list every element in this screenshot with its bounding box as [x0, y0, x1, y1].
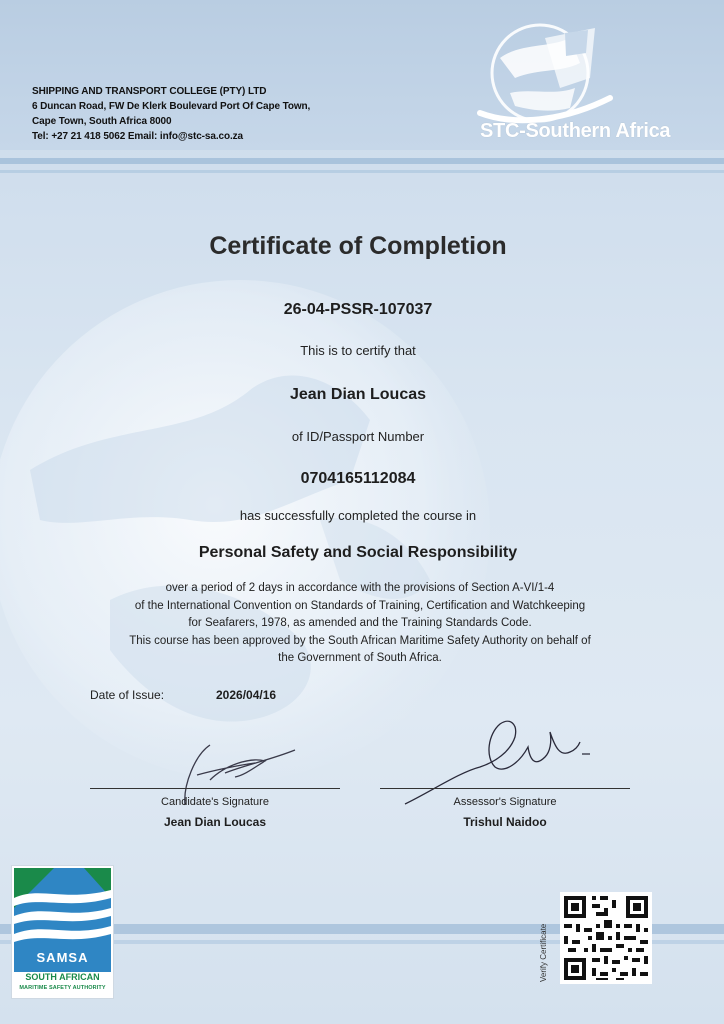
samsa-logo [12, 866, 113, 998]
issue-date-label: Date of Issue: [90, 688, 165, 702]
assessor-name: Trishul Naidoo [463, 815, 547, 829]
id-label: of ID/Passport Number [291, 429, 425, 444]
stc-logo-text: STC-Southern Africa [480, 120, 671, 142]
college-contact: Tel: +27 21 418 5062 Email: info@stc-sa.co.za [32, 131, 244, 142]
holder-name: Jean Dian Loucas [289, 386, 427, 403]
provisions-line: of the International Convention on Standards of Training, Certification and Watchkeeping [134, 599, 586, 612]
certificate-number: 26-04-PSSR-107037 [283, 301, 433, 318]
samsa-word: SAMSA [36, 950, 89, 965]
header-rule [0, 158, 724, 164]
verify-certificate-label: Verify Certificate [539, 923, 548, 982]
provisions-line: over a period of 2 days in accordance with the provisions of Section A-VI/1-4 [165, 582, 555, 594]
college-name: SHIPPING AND TRANSPORT COLLEGE (PTY) LTD [32, 86, 267, 97]
certify-text: This is to certify that [300, 343, 416, 358]
course-name: Personal Safety and Social Responsibility [198, 544, 518, 561]
college-address-line2: Cape Town, South Africa 8000 [32, 116, 172, 127]
assessor-signature-caption: Assessor's Signature [453, 796, 557, 808]
provisions-line: for Seafarers, 1978, as amended and the Training Standards Code. [188, 617, 532, 629]
completed-text: has successfully completed the course in [239, 508, 477, 523]
candidate-signature-caption: Candidate's Signature [161, 796, 269, 808]
candidate-name: Jean Dian Loucas [163, 815, 267, 829]
provisions-line: This course has been approved by the South African Maritime Safety Authority on behalf of [129, 634, 591, 647]
provisions-text [60, 580, 660, 668]
provisions-line: the Government of South Africa. [278, 652, 442, 664]
header-rule-thin [0, 170, 724, 173]
qr-code-icon[interactable] [560, 892, 652, 984]
samsa-subtitle: SOUTH AFRICAN [25, 972, 100, 982]
college-details [32, 84, 310, 144]
samsa-subtitle-small: MARITIME SAFETY AUTHORITY [19, 985, 106, 991]
assessor-signature-line [380, 788, 630, 789]
certificate-title: Certificate of Completion [209, 232, 507, 260]
college-address-line1: 6 Duncan Road, FW De Klerk Boulevard Port Of Cape Town, [32, 101, 311, 112]
id-number: 0704165112084 [300, 470, 416, 487]
assessor-signature-icon [400, 712, 600, 807]
issue-date-value: 2026/04/16 [216, 688, 277, 702]
candidate-signature-line [90, 788, 340, 789]
